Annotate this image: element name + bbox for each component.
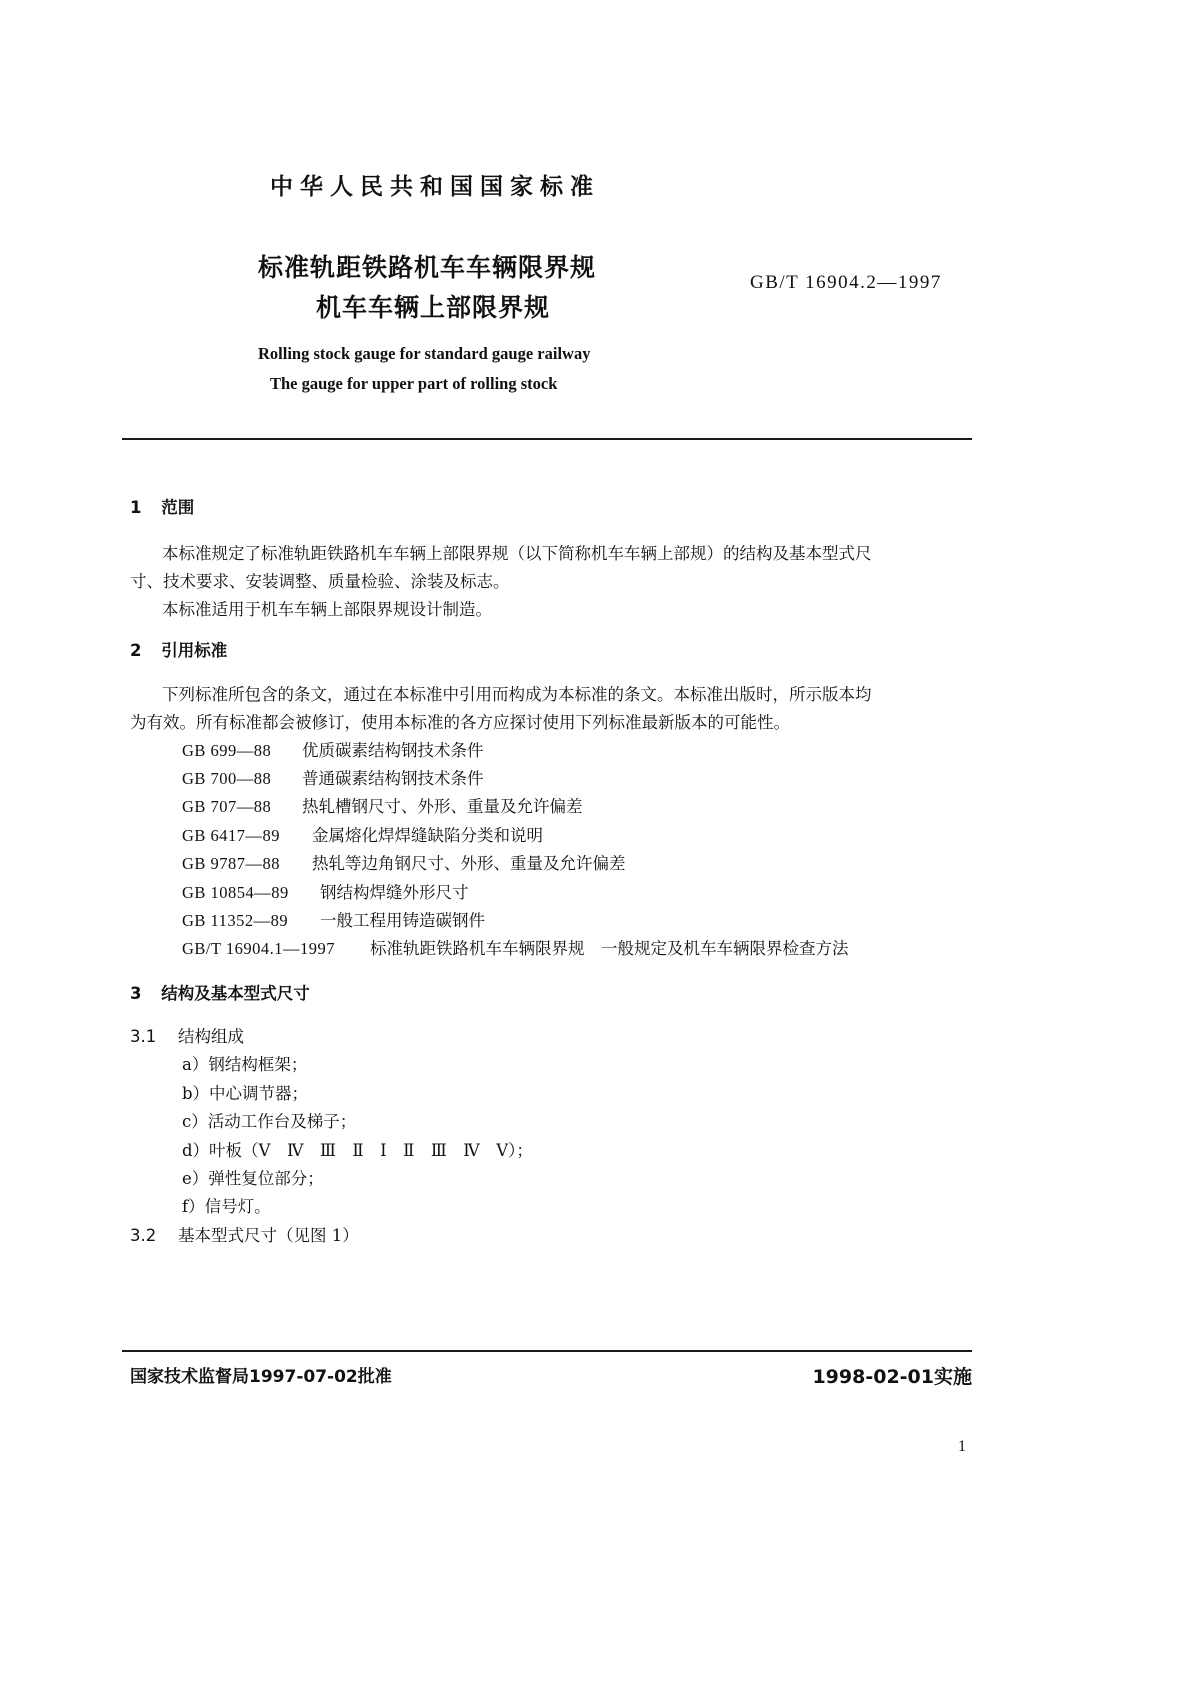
subsection-3-1 (130, 1023, 244, 1047)
scope-paragraph-line1: 本标准规定了标准轨距铁路机车车辆上部限界规（以下简称机车车辆上部规）的结构及基本型式尺 (162, 544, 872, 563)
subsection-3-2-title: 基本型式尺寸（见图 1） (178, 1226, 359, 1245)
component-item: a）钢结构框架； (182, 1055, 308, 1074)
national-standard-heading: 中华人民共和国国家标准 (270, 174, 600, 200)
references-intro-line2: 为有效。所有标准都会被修订，使用本标准的各方应探讨使用下列标准最新版本的可能性。 (130, 713, 790, 732)
reference-code: GB 699—88 (182, 741, 272, 760)
approval-note: 国家技术监督局1997-07-02批准 (130, 1367, 392, 1387)
section-1-number: 1 (130, 498, 142, 517)
reference-title: 热轧槽钢尺寸、外形、重量及允许偏差 (302, 797, 583, 816)
reference-title: 标准轨距铁路机车车辆限界规 一般规定及机车车辆限界检查方法 (370, 939, 849, 958)
scope-paragraph-line2: 寸、技术要求、安装调整、质量检验、涂装及标志。 (130, 572, 510, 591)
page-number: 1 (958, 1438, 966, 1455)
subsection-3-1-title: 结构组成 (178, 1027, 244, 1046)
effective-date: 1998-02-01实施 (812, 1366, 972, 1388)
header-divider (122, 438, 972, 440)
section-2-number: 2 (130, 641, 142, 660)
title-en-line1: Rolling stock gauge for standard gauge railway (258, 344, 591, 363)
component-item: b）中心调节器； (182, 1084, 309, 1103)
scope-paragraph-2: 本标准适用于机车车辆上部限界规设计制造。 (162, 600, 492, 619)
component-item: e）弹性复位部分； (182, 1169, 324, 1188)
section-3-heading (130, 980, 310, 1004)
title-en-line2: The gauge for upper part of rolling stock (270, 374, 558, 393)
reference-title: 普通碳素结构钢技术条件 (302, 769, 484, 788)
reference-title: 热轧等边角钢尺寸、外形、重量及允许偏差 (312, 854, 626, 873)
section-3-number: 3 (130, 984, 142, 1003)
subsection-3-2-number: 3.2 (130, 1226, 157, 1245)
reference-item (182, 793, 583, 817)
reference-item (182, 850, 626, 874)
reference-item (182, 765, 484, 789)
reference-item (182, 935, 849, 959)
section-1-heading (130, 494, 194, 518)
footer-divider (122, 1350, 972, 1352)
component-item: f）信号灯。 (182, 1197, 271, 1216)
reference-code: GB 700—88 (182, 769, 272, 788)
reference-item (182, 879, 469, 903)
component-item: d）叶板（Ⅴ Ⅳ Ⅲ Ⅱ Ⅰ Ⅱ Ⅲ Ⅳ Ⅴ）； (182, 1141, 533, 1160)
subsection-3-2 (130, 1222, 359, 1246)
reference-item (182, 822, 543, 846)
section-1-title: 范围 (161, 498, 195, 517)
title-cn-line1: 标准轨距铁路机车车辆限界规 (258, 253, 597, 282)
reference-item (182, 737, 484, 761)
reference-code: GB 707—88 (182, 797, 272, 816)
reference-title: 一般工程用铸造碳钢件 (320, 911, 485, 930)
section-2-title: 引用标准 (161, 641, 228, 660)
reference-title: 钢结构焊缝外形尺寸 (320, 883, 469, 902)
section-3-title: 结构及基本型式尺寸 (161, 984, 310, 1003)
reference-code: GB 10854—89 (182, 883, 289, 902)
reference-code: GB 6417—89 (182, 826, 281, 845)
reference-item (182, 907, 485, 931)
reference-title: 优质碳素结构钢技术条件 (302, 741, 484, 760)
reference-code: GB/T 16904.1—1997 (182, 939, 336, 958)
title-cn-line2: 机车车辆上部限界规 (316, 293, 551, 322)
reference-code: GB 9787—88 (182, 854, 281, 873)
section-2-heading (130, 637, 227, 661)
reference-code: GB 11352—89 (182, 911, 289, 930)
references-intro-line1: 下列标准所包含的条文，通过在本标准中引用而构成为本标准的条文。本标准出版时，所示版本均 (162, 685, 872, 704)
standard-number: GB/T 16904.2—1997 (750, 272, 942, 293)
subsection-3-1-number: 3.1 (130, 1027, 157, 1046)
component-item: c）活动工作台及梯子； (182, 1112, 357, 1131)
reference-title: 金属熔化焊焊缝缺陷分类和说明 (312, 826, 543, 845)
